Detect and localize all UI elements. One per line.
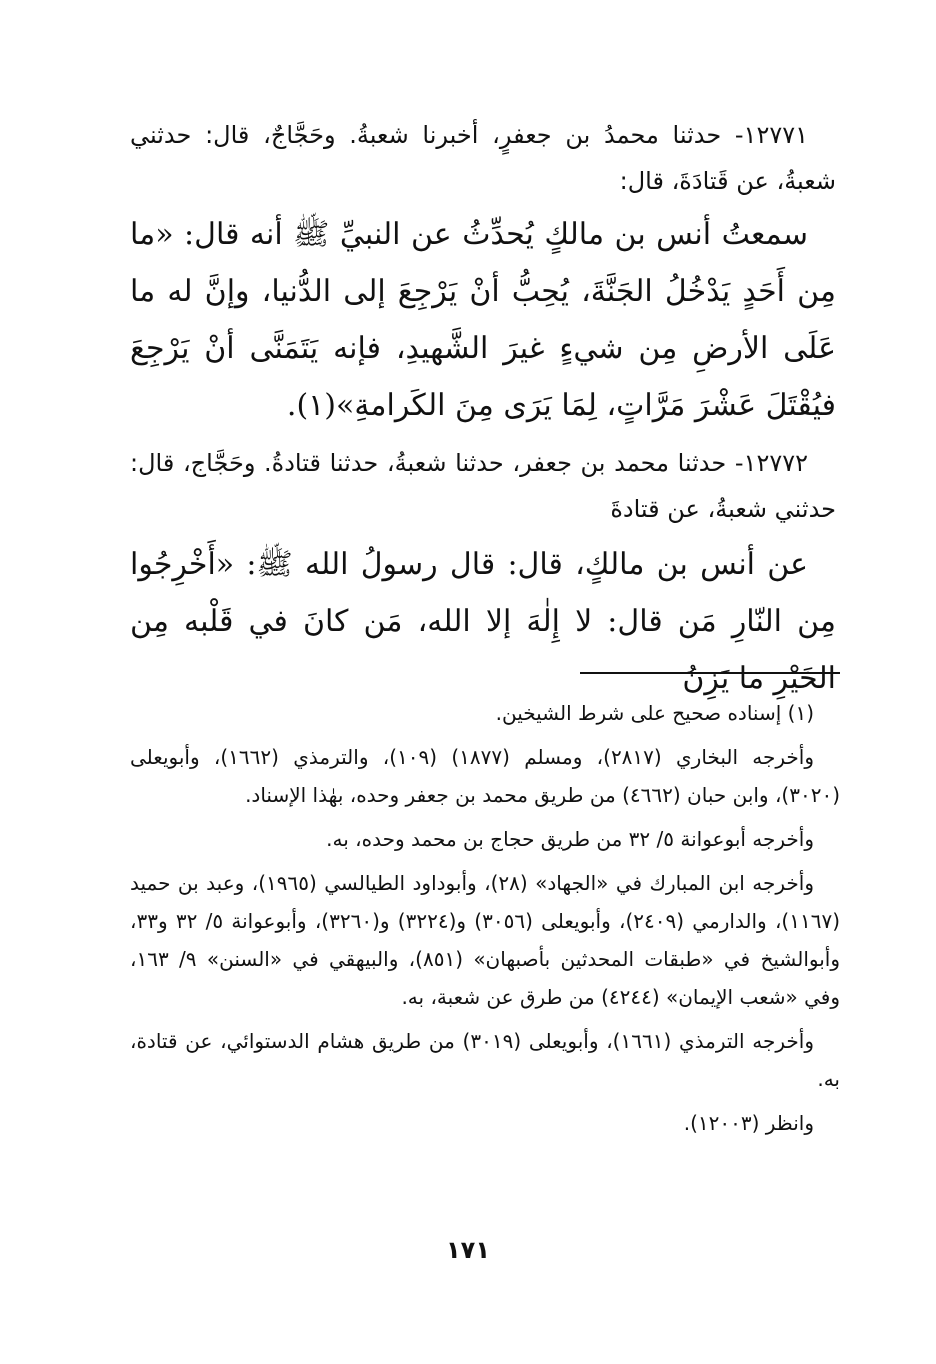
- hadith-12772-isnad: ١٢٧٧٢- حدثنا محمد بن جعفر، حدثنا شعبةُ، حدثنا قتادةُ. وحَجَّاج، قال: حدثني شعبةُ، عن قتادةَ: [130, 449, 836, 523]
- footnote-line: وأخرجه ابن المبارك في «الجهاد» (٢٨)، وأبوداود الطيالسي (١٩٦٥)، وعبد بن حميد (١١٦٧)، والدارمي (٢٤٠٩)، وأبويعلى (٣٠٥٦) و(٣٢٢٤) و(٣٢٦٠)، وأبوعوانة ٥/ ٣٢ و٣٣، وأبوالشيخ في «طبقات المحدثين بأصبهان» (٨٥١)، والبيهقي في «السنن» ٩/ ١٦٣، وفي «شعب الإيمان» (٤٢٤٤) من طرق عن شعبة، به.: [130, 871, 841, 1009]
- footnotes: [130, 694, 840, 1148]
- hadith-12772-matn: عن أنس بن مالكٍ، قال: قال رسولُ الله ﷺ: «أَخْرِجُوا مِن النّارِ مَن قال: لا إِلٰهَ إلا الله، مَن كانَ في قَلْبه مِن الخَيْرِ ما يَزِنُ: [130, 547, 836, 696]
- hadith-12771-isnad: ١٢٧٧١- حدثنا محمدُ بن جعفرٍ، أخبرنا شعبةُ. وحَجَّاجٌ، قال: حدثني شعبةُ، عن قَتادَةَ، قال:: [130, 121, 836, 195]
- footnote-divider: [580, 672, 840, 674]
- footnote-line: وأخرجه الترمذي (١٦٦١)، وأبويعلى (٣٠١٩) من طريق هشام الدستوائي، عن قتادة، به.: [130, 1029, 840, 1091]
- footnote-line: وأخرجه أبوعوانة ٥/ ٣٢ من طريق حجاج بن محمد وحده، به.: [326, 827, 814, 851]
- footnote-line: وأخرجه البخاري (٢٨١٧)، ومسلم (١٨٧٧) (١٠٩)، والترمذي (١٦٦٢)، وأبويعلى (٣٠٢٠)، وابن حبان (٤٦٦٢) من طريق محمد بن جعفر وحده، بهٰذا الإسناد.: [130, 745, 840, 807]
- page-number: ١٧١: [446, 1236, 490, 1264]
- footnote-line: (١) إسناده صحيح على شرط الشيخين.: [495, 701, 814, 725]
- footnote-line: وانظر (١٢٠٠٣).: [683, 1111, 814, 1135]
- hadith-12771-matn: سمعتُ أنس بن مالكٍ يُحدِّثُ عن النبيِّ ﷺ أنه قال: «ما مِن أَحَدٍ يَدْخُلُ الجَنَّةَ، يُحِبُّ أنْ يَرْجِعَ إلى الدُّنيا، وإنَّ له ما عَلَى الأرضِ مِن شيءٍ غيرَ الشَّهيدِ، فإنه يَتَمَنَّى أنْ يَرْجِعَ فيُقْتَلَ عَشْرَ مَرَّاتٍ، لِمَا يَرَى مِنَ الكَرامةِ»(١).: [130, 217, 836, 423]
